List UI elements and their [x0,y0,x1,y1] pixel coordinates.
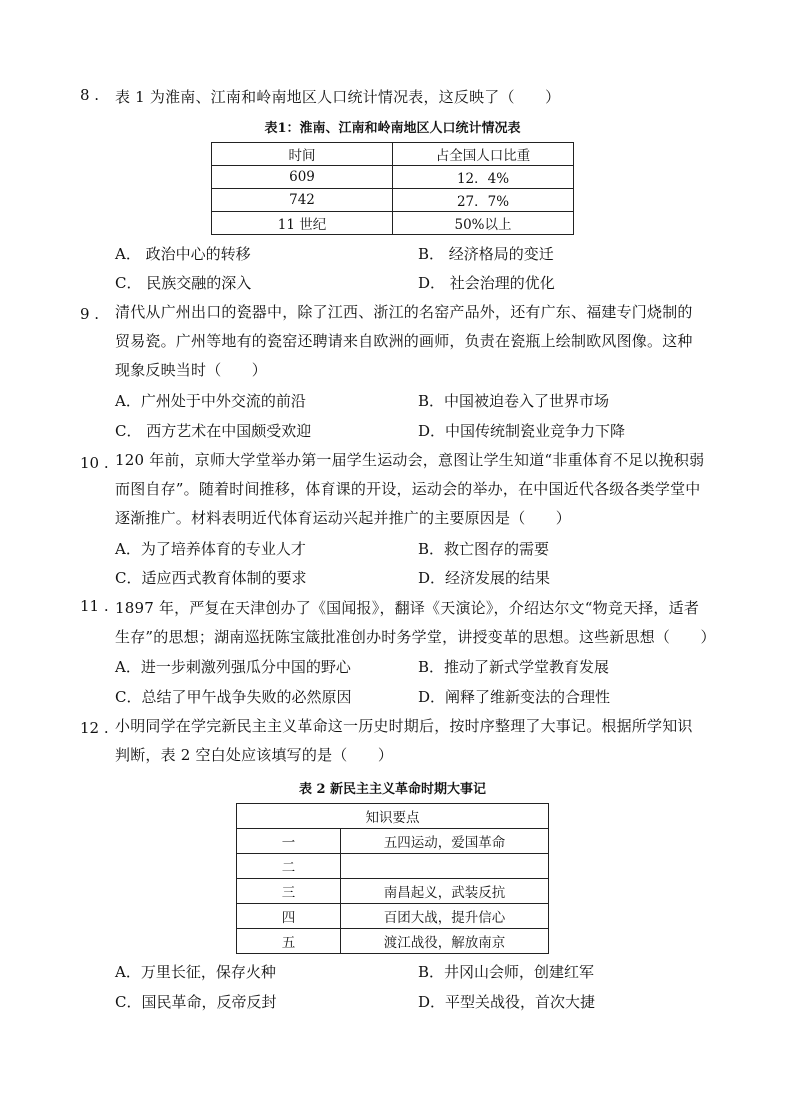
question-12-option-b[interactable]: B．井冈山会师，创建红军 [418,963,595,981]
table-cell: 五四运动，爱国革命 [341,829,549,854]
table-1 [211,142,574,235]
table-row [212,212,574,235]
question-12-option-c[interactable]: C．国民革命，反帝反封 [115,993,277,1011]
table-1-header-cell: 时间 [212,143,393,166]
question-9-line-3: 现象反映当时（ ） [115,361,268,379]
question-11-option-d[interactable]: D．阐释了维新变法的合理性 [418,688,611,706]
question-12-number: 12 . [80,719,109,737]
table-row [212,166,574,189]
table-row [237,929,549,954]
table-row [212,189,574,212]
question-10-line-2: 而图自存”。随着时间推移，体育课的开设，运动会的举办，在中国近代各级各类学堂中 [115,480,701,498]
table-cell: 南昌起义，武装反抗 [341,879,549,904]
table-cell: 50%以上 [393,212,574,235]
table-row [237,904,549,929]
question-9-line-2: 贸易瓷。广州等地有的瓷窑还聘请来自欧洲的画师，负责在瓷瓶上绘制欧风图像。这种 [115,332,693,350]
question-10-option-d[interactable]: D．经济发展的结果 [418,569,551,587]
question-8-option-c[interactable]: C． 民族交融的深入 [115,274,252,292]
question-11-option-b[interactable]: B．推动了新式学堂教育发展 [418,658,610,676]
table-2-header-row [237,804,549,829]
question-11-line-1: 1897 年，严复在天津创办了《国闻报》，翻译《天演论》，介绍达尔文“物竞天择，适者 [115,599,700,617]
table-cell: 四 [237,904,341,929]
question-8-option-a[interactable]: A． 政治中心的转移 [115,245,251,263]
table-cell: 一 [237,829,341,854]
question-11-option-c[interactable]: C．总结了甲午战争失败的必然原因 [115,688,352,706]
table-cell-blank [341,854,549,879]
question-8-number: 8 . [80,86,100,104]
question-9-number: 9 . [80,305,100,323]
question-11-number: 11 . [80,597,109,615]
question-10-number: 10 . [80,454,109,472]
question-9-option-b[interactable]: B．中国被迫卷入了世界市场 [418,392,610,410]
table-cell: 二 [237,854,341,879]
question-11-line-2: 生存”的思想；湖南巡抚陈宝箴批准创办时务学堂，讲授变革的思想。这些新思想（ ） [115,628,716,646]
table-2 [236,803,549,954]
question-10-option-c[interactable]: C．适应西式教育体制的要求 [115,569,307,587]
table-cell: 12．4% [393,166,574,189]
question-12-line-2: 判断，表 2 空白处应该填写的是（ ） [115,746,394,764]
question-9-option-a[interactable]: A．广州处于中外交流的前沿 [115,392,306,410]
table-cell: 27．7% [393,189,574,212]
question-12-line-1: 小明同学在学完新民主主义革命这一历史时期后，按时序整理了大事记。根据所学知识 [115,717,693,735]
question-10-option-a[interactable]: A．为了培养体育的专业人才 [115,540,306,558]
table-cell: 百团大战，提升信心 [341,904,549,929]
question-8-option-d[interactable]: D． 社会治理的优化 [418,274,555,292]
table-1-header-row [212,143,574,166]
table-cell: 609 [212,166,393,189]
table-1-header-cell: 占全国人口比重 [393,143,574,166]
table-row [237,879,549,904]
table-cell: 五 [237,929,341,954]
question-9-option-c[interactable]: C． 西方艺术在中国颇受欢迎 [115,422,312,440]
question-11-option-a[interactable]: A．进一步刺激列强瓜分中国的野心 [115,658,351,676]
question-10-line-1: 120 年前，京师大学堂举办第一届学生运动会，意图让学生知道“非重体育不足以挽积弱 [115,451,705,469]
table-2-caption: 表 2 新民主主义革命时期大事记 [298,782,487,797]
question-10-option-b[interactable]: B．救亡图存的需要 [418,540,550,558]
table-row [237,854,549,879]
question-10-line-3: 逐渐推广。材料表明近代体育运动兴起并推广的主要原因是（ ） [115,509,572,527]
table-cell: 三 [237,879,341,904]
question-12-option-d[interactable]: D．平型关战役，首次大捷 [418,993,596,1011]
question-8-option-b[interactable]: B． 经济格局的变迁 [418,245,554,263]
question-8-stem: 表 1 为淮南、江南和岭南地区人口统计情况表，这反映了（ ） [115,88,561,106]
table-row [237,829,549,854]
question-9-line-1: 清代从广州出口的瓷器中，除了江西、浙江的名窑产品外，还有广东、福建专门烧制的 [115,303,693,321]
table-cell: 渡江战役，解放南京 [341,929,549,954]
table-cell: 742 [212,189,393,212]
table-2-header-cell: 知识要点 [237,804,549,829]
table-cell: 11 世纪 [212,212,393,235]
table-1-caption: 表1：淮南、江南和岭南地区人口统计情况表 [264,121,521,136]
question-12-option-a[interactable]: A．万里长征，保存火种 [115,963,276,981]
question-9-option-d[interactable]: D．中国传统制瓷业竞争力下降 [418,422,626,440]
